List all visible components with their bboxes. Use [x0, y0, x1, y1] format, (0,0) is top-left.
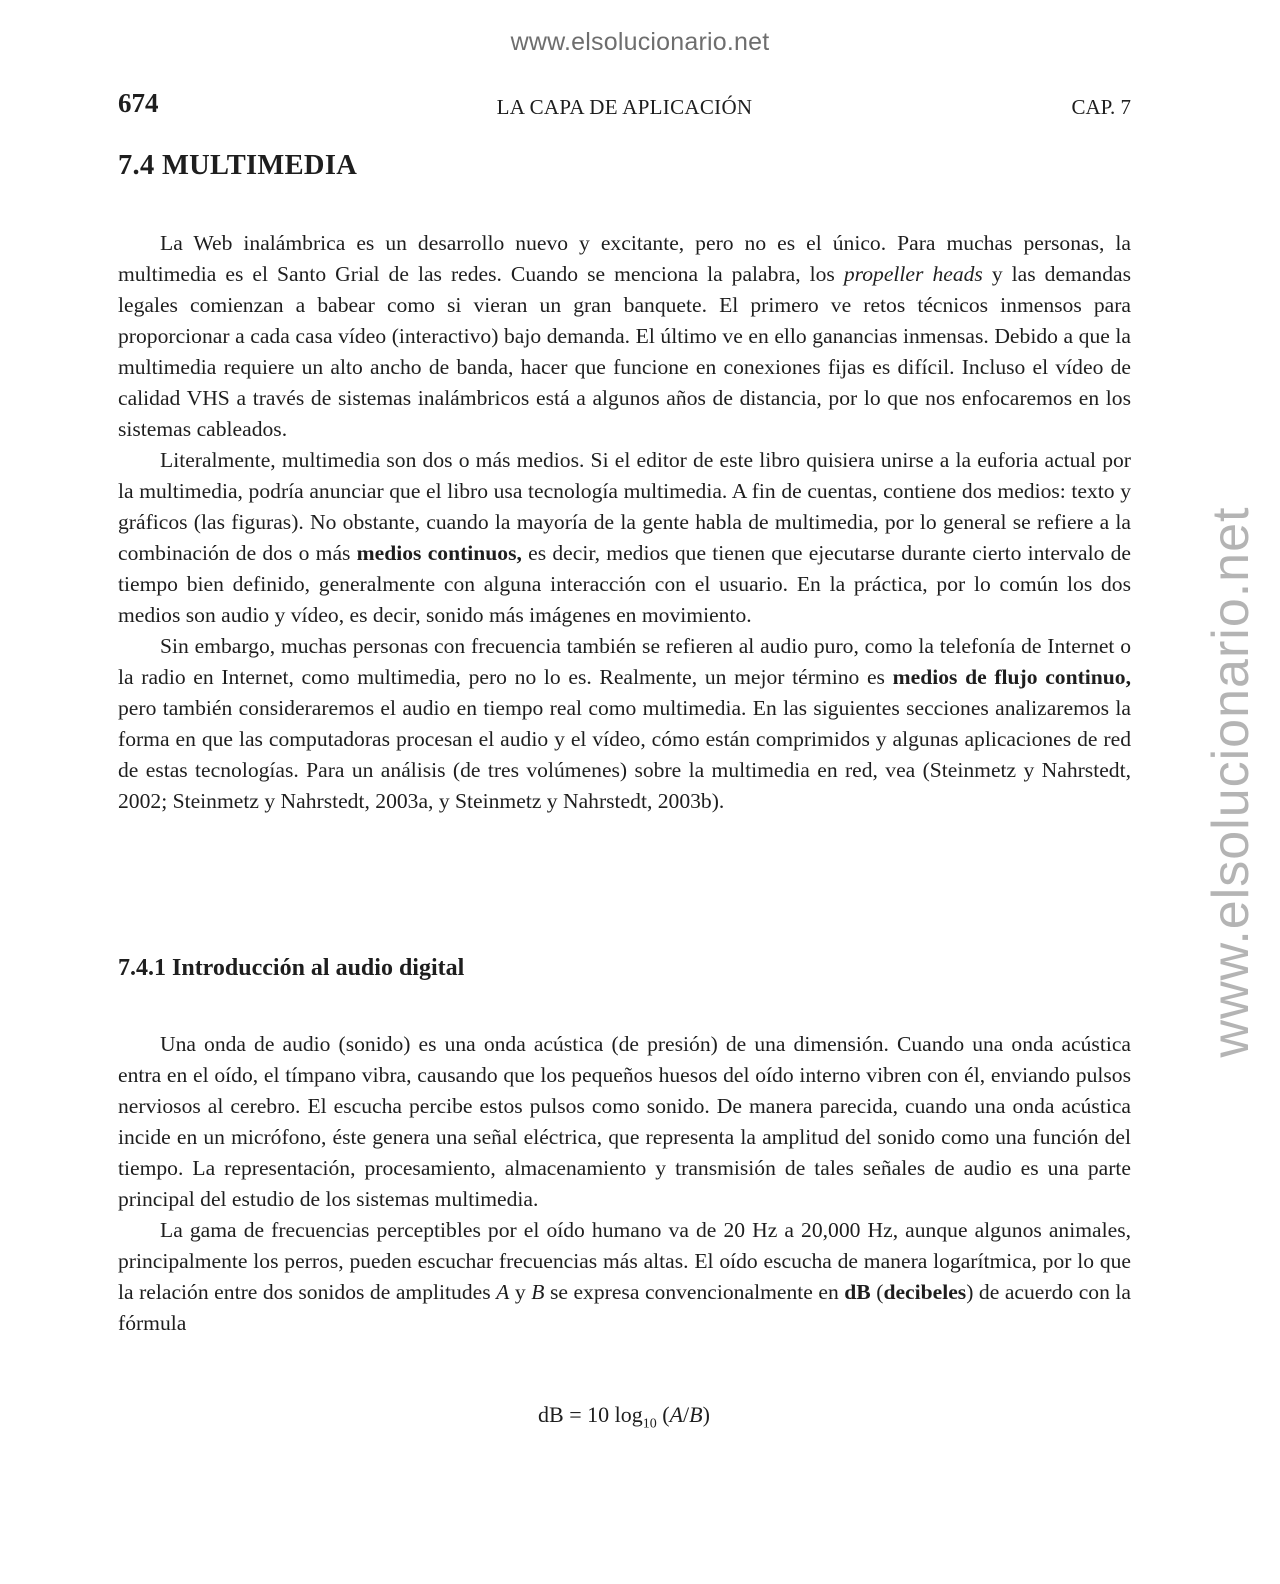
text-run: se expresa convencionalmente en: [544, 1280, 845, 1304]
section-heading: 7.4 MULTIMEDIA: [118, 150, 358, 181]
italic-term: B: [531, 1280, 545, 1304]
paragraph: [118, 228, 1131, 445]
bold-term: dB: [844, 1280, 871, 1304]
subsection-body: [118, 1029, 1131, 1339]
text-run: Una onda de audio (sonido) es una onda acústica (de presión) de una dimensión. Cuando una onda acústica entra en el oído, el tímpano vibra, causando que los pequeños huesos del oído interno vibren con él, enviando pulsos nerviosos al cerebro. El escucha percibe estos pulsos como sonido. De manera parecida, cuando una onda acústica incide en un micrófono, éste genera una señal eléctrica, que representa la amplitud del sonido como una función del tiempo. La representación, procesamiento, almacenamiento y transmisión de tales señales de audio es una parte principal del estudio de los sistemas multimedia.: [118, 1032, 1131, 1211]
text-run: Literalmente, multimedia son dos o más medios. Si el editor de este libro quisiera unirse a la euforia actual por la multimedia, podría anunciar que el libro usa tecnología multimedia. A fin de cuentas, contiene dos medios: texto y gráficos (las figuras). No obstante, cuando la mayoría de la gente habla de multimedia, por lo general se refiere a la combinación de dos o más: [118, 448, 1131, 565]
watermark-side: www.elsolucionario.net: [1202, 506, 1260, 1058]
text-run: La Web inalámbrica es un desarrollo nuevo y excitante, pero no es el único. Para muchas personas, la multimedia es el Santo Grial de las redes. Cuando se menciona la palabra, los: [118, 231, 1131, 286]
paragraph: [118, 1029, 1131, 1215]
paragraph: [118, 1215, 1131, 1339]
subsection-heading: 7.4.1 Introducción al audio digital: [118, 955, 465, 981]
italic-term: propeller heads: [843, 262, 983, 286]
section-body: [118, 228, 1131, 817]
chapter-label: CAP. 7: [1071, 95, 1131, 119]
bold-term: decibeles: [883, 1280, 967, 1304]
text-run: pero también consideraremos el audio en tiempo real como multimedia. En las siguientes secciones analizaremos la forma en que las computadoras procesan el audio y el vídeo, cómo están comprimidos y algunas aplicaciones de red de estas tecnologías. Para un análisis (de tres volúmenes) sobre la multimedia en red, vea (Steinmetz y Nahrstedt, 2002; Steinmetz y Nahrstedt, 2003a, y Steinmetz y Nahrstedt, 2003b).: [118, 696, 1131, 813]
text-run: La gama de frecuencias perceptibles por el oído humano va de 20 Hz a 20,000 Hz, aunque algunos animales, principalmente los perros, pueden escuchar frecuencias más altas. El oído escucha de manera logarítmica, por lo que la relación entre dos sonidos de amplitudes: [118, 1218, 1131, 1304]
eq-function: log: [614, 1402, 643, 1427]
text-run: y: [509, 1280, 532, 1304]
page-number: 674: [118, 88, 159, 118]
eq-slash: /: [683, 1402, 690, 1427]
bold-term: medios continuos,: [356, 541, 522, 565]
eq-lhs: dB: [538, 1402, 564, 1427]
eq-rparen: ): [702, 1402, 710, 1427]
text-run: es decir, medios que tienen que ejecutarse durante cierto intervalo de tiempo bien definido, generalmente con alguna interacción con el usuario. En la práctica, por lo común los dos medios son audio y vídeo, es decir, sonido más imágenes en movimiento.: [118, 541, 1131, 627]
eq-lparen: (: [662, 1402, 670, 1427]
eq-denominator: B: [689, 1402, 703, 1427]
bold-term: medios de flujo continuo,: [892, 665, 1131, 689]
text-run: ) de acuerdo con la fórmula: [118, 1280, 1132, 1335]
eq-operator: =: [569, 1402, 582, 1427]
paragraph: [118, 445, 1131, 631]
eq-log-base: 10: [642, 1416, 657, 1432]
running-title: LA CAPA DE APLICACIÓN: [496, 95, 753, 119]
watermark-top: www.elsolucionario.net: [510, 28, 770, 56]
text-run: y las demandas legales comienzan a babear como si vieran un gran banquete. El primero ve retos técnicos inmensos para proporcionar a cada casa vídeo (interactivo) bajo demanda. El último ve en ello ganancias inmensas. Debido a que la multimedia requiere un alto ancho de banda, hacer que funcione en conexiones fijas es difícil. Incluso el vídeo de calidad VHS a través de sistemas inalámbricos está a algunos años de distancia, por lo que nos enfocaremos en los sistemas cableados.: [118, 262, 1132, 441]
decibel-equation: [0, 1402, 1248, 1432]
paragraph: [118, 631, 1131, 817]
running-head: [118, 88, 1131, 124]
eq-numerator: A: [669, 1402, 684, 1427]
italic-term: A: [496, 1280, 510, 1304]
text-run: Sin embargo, muchas personas con frecuencia también se refieren al audio puro, como la telefonía de Internet o la radio en Internet, como multimedia, pero no lo es. Realmente, un mejor término es: [118, 634, 1131, 689]
text-run: (: [870, 1280, 884, 1304]
eq-coefficient: 10: [587, 1402, 610, 1427]
